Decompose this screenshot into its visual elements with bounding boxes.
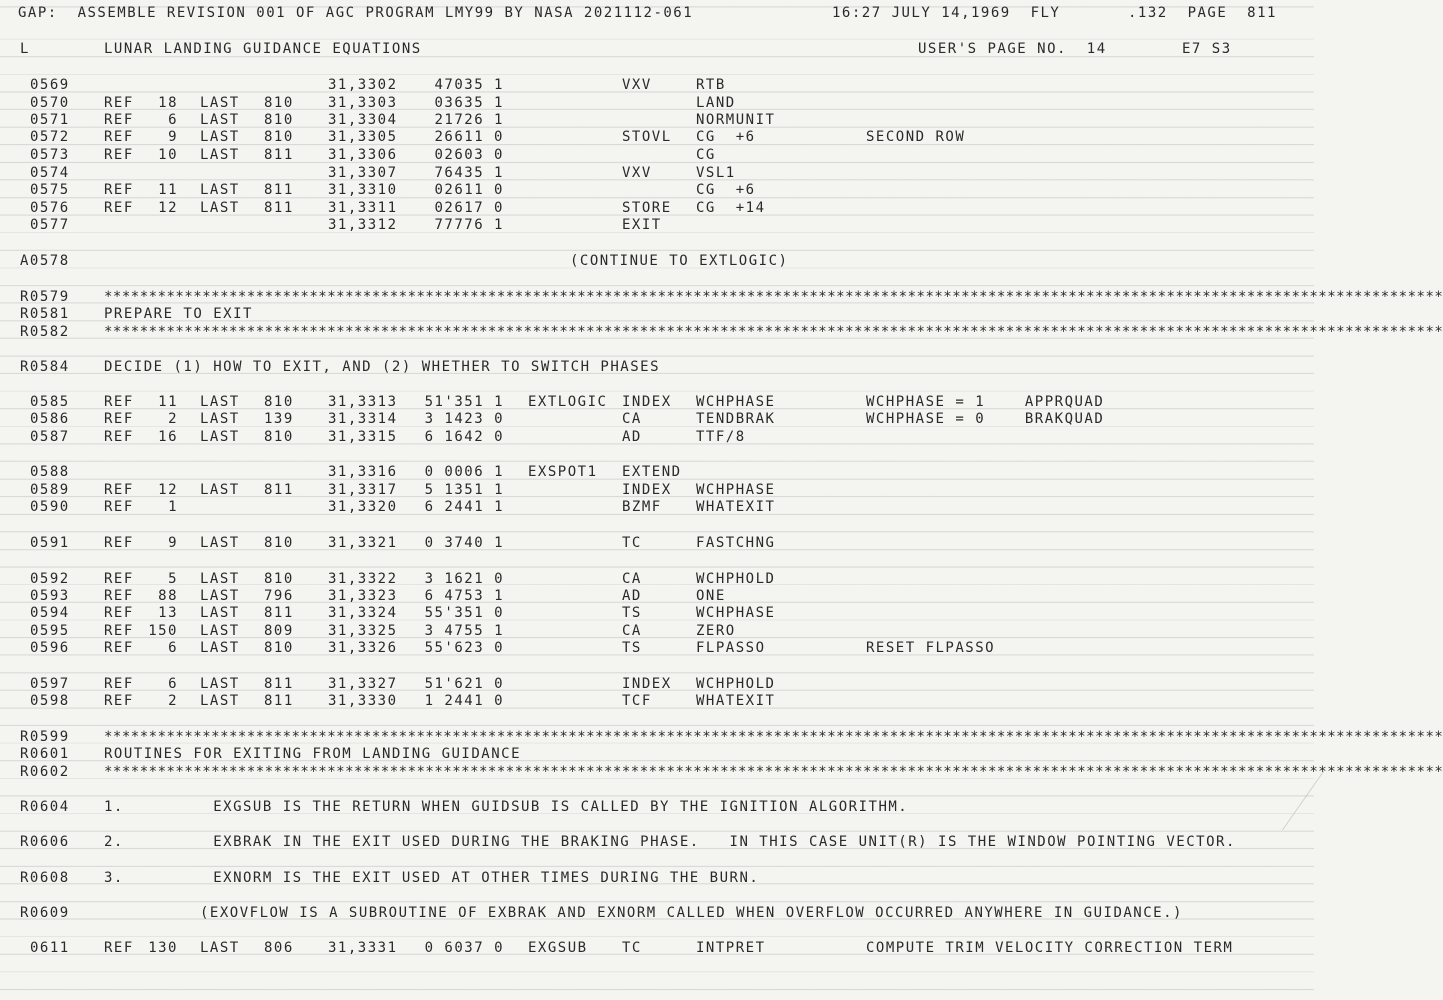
opcode: AD xyxy=(622,588,642,604)
last-page: 806 xyxy=(264,940,294,956)
ref-count: 9 xyxy=(168,129,178,145)
octal-word: 3 1423 0 xyxy=(424,411,504,427)
octal-word: 51'351 1 xyxy=(424,394,504,410)
octal-word: 47035 1 xyxy=(434,77,504,93)
octal-word: 0 0006 1 xyxy=(424,464,504,480)
line-number: 0588 xyxy=(30,464,70,480)
last-page: 811 xyxy=(264,693,294,709)
section-code: E7 S3 xyxy=(1182,41,1232,57)
opcode: EXIT xyxy=(622,217,662,233)
octal-word: 77776 1 xyxy=(434,217,504,233)
last-label: LAST xyxy=(200,588,240,604)
last-page: 810 xyxy=(264,112,294,128)
line-number: R0606 xyxy=(20,834,70,850)
line-number: 0569 xyxy=(30,77,70,93)
octal-word: 03635 1 xyxy=(434,95,504,111)
address: 31,3307 xyxy=(328,165,398,181)
octal-word: 51'621 0 xyxy=(424,676,504,692)
ref-label: REF xyxy=(104,571,134,587)
address: 31,3321 xyxy=(328,535,398,551)
remark-text: 2. EXBRAK IN THE EXIT USED DURING THE BRAKING PHASE. IN THIS CASE UNIT(R) IS THE WINDOW POINTING VECTOR. xyxy=(104,834,1236,850)
remark-text: 3. EXNORM IS THE EXIT USED AT OTHER TIMES DURING THE BURN. xyxy=(104,870,760,886)
ref-count: 9 xyxy=(168,535,178,551)
last-page: 811 xyxy=(264,200,294,216)
separator-line xyxy=(0,763,1443,781)
remark-text: (EXOVFLOW IS A SUBROUTINE OF EXBRAK AND EXNORM CALLED WHEN OVERFLOW OCCURRED ANYWHERE IN GUIDANCE.) xyxy=(200,905,1183,921)
octal-word: 1 2441 0 xyxy=(424,693,504,709)
line-number: 0572 xyxy=(30,129,70,145)
line-number: 0595 xyxy=(30,623,70,639)
line-number: R0601 xyxy=(20,746,70,762)
octal-word: 26611 0 xyxy=(434,129,504,145)
octal-word: 76435 1 xyxy=(434,165,504,181)
opcode: INDEX xyxy=(622,676,672,692)
operand: CG +6 xyxy=(696,182,756,198)
ref-count: 88 xyxy=(158,588,178,604)
opcode: INDEX xyxy=(622,394,672,410)
opcode: AD xyxy=(622,429,642,445)
operand: CG xyxy=(696,147,716,163)
last-page: 810 xyxy=(264,535,294,551)
ref-label: REF xyxy=(104,182,134,198)
line-number: 0593 xyxy=(30,588,70,604)
octal-word: 21726 1 xyxy=(434,112,504,128)
last-label: LAST xyxy=(200,95,240,111)
octal-word: 55'351 0 xyxy=(424,605,504,621)
separator-line xyxy=(0,288,1443,306)
last-label: LAST xyxy=(200,182,240,198)
ref-label: REF xyxy=(104,693,134,709)
last-label: LAST xyxy=(200,129,240,145)
asterisk-separator: ****************************************************************************************************************************************************** xyxy=(104,324,1443,340)
octal-word: 6 4753 1 xyxy=(424,588,504,604)
address: 31,3302 xyxy=(328,77,398,93)
listing-line xyxy=(0,939,1314,957)
opcode: VXV xyxy=(622,77,652,93)
remark-text: (CONTINUE TO EXTLOGIC) xyxy=(570,253,789,269)
line-number: 0585 xyxy=(30,394,70,410)
ref-count: 12 xyxy=(158,482,178,498)
operand: FASTCHNG xyxy=(696,535,776,551)
opcode: TC xyxy=(622,940,642,956)
ref-count: 6 xyxy=(168,112,178,128)
line-number: 0574 xyxy=(30,165,70,181)
listing-line xyxy=(0,94,1314,112)
opcode: CA xyxy=(622,571,642,587)
octal-word: 6 1642 0 xyxy=(424,429,504,445)
ref-label: REF xyxy=(104,499,134,515)
last-page: 809 xyxy=(264,623,294,639)
comment: RESET FLPASSO xyxy=(866,640,996,656)
octal-word: 3 1621 0 xyxy=(424,571,504,587)
line-number: 0573 xyxy=(30,147,70,163)
address: 31,3322 xyxy=(328,571,398,587)
address: 31,3310 xyxy=(328,182,398,198)
operand: WCHPHASE xyxy=(696,394,776,410)
operand: VSL1 xyxy=(696,165,736,181)
line-number: 0589 xyxy=(30,482,70,498)
code-label: EXTLOGIC xyxy=(528,394,608,410)
remark-text: ROUTINES FOR EXITING FROM LANDING GUIDANCE xyxy=(104,746,522,762)
listing-line xyxy=(0,587,1314,605)
opcode: VXV xyxy=(622,165,652,181)
listing-line xyxy=(0,534,1314,552)
last-page: 810 xyxy=(264,129,294,145)
section-title: LUNAR LANDING GUIDANCE EQUATIONS xyxy=(104,41,422,57)
listing-line xyxy=(0,410,1314,428)
ref-count: 11 xyxy=(158,394,178,410)
last-label: LAST xyxy=(200,693,240,709)
last-page: 810 xyxy=(264,394,294,410)
octal-word: 02603 0 xyxy=(434,147,504,163)
listing-line xyxy=(0,463,1314,481)
last-page: 810 xyxy=(264,429,294,445)
ref-count: 2 xyxy=(168,411,178,427)
ref-label: REF xyxy=(104,588,134,604)
address: 31,3317 xyxy=(328,482,398,498)
remark-line xyxy=(0,305,1314,323)
ref-label: REF xyxy=(104,623,134,639)
header-line xyxy=(0,4,1314,22)
line-number: 0571 xyxy=(30,112,70,128)
last-label: LAST xyxy=(200,535,240,551)
opcode: TS xyxy=(622,605,642,621)
operand: INTPRET xyxy=(696,940,766,956)
remark-line xyxy=(0,252,1314,270)
comment: WCHPHASE = 0 BRAKQUAD xyxy=(866,411,1105,427)
ref-label: REF xyxy=(104,429,134,445)
line-number: 0576 xyxy=(30,200,70,216)
line-number: R0581 xyxy=(20,306,70,322)
address: 31,3325 xyxy=(328,623,398,639)
ref-count: 13 xyxy=(158,605,178,621)
remark-line xyxy=(0,798,1314,816)
line-number: R0599 xyxy=(20,729,70,745)
line-number: 0586 xyxy=(30,411,70,427)
listing-line xyxy=(0,393,1314,411)
ref-count: 6 xyxy=(168,676,178,692)
ref-label: REF xyxy=(104,200,134,216)
ref-count: 150 xyxy=(148,623,178,639)
line-number: R0609 xyxy=(20,905,70,921)
section-mark: L xyxy=(20,41,30,57)
line-number: 0598 xyxy=(30,693,70,709)
operand: RTB xyxy=(696,77,726,93)
last-label: LAST xyxy=(200,200,240,216)
address: 31,3324 xyxy=(328,605,398,621)
line-number: 0596 xyxy=(30,640,70,656)
ref-count: 2 xyxy=(168,693,178,709)
code-label: EXSPOT1 xyxy=(528,464,598,480)
operand: ONE xyxy=(696,588,726,604)
opcode: EXTEND xyxy=(622,464,682,480)
line-number: R0608 xyxy=(20,870,70,886)
header-gap: GAP: ASSEMBLE REVISION 001 OF AGC PROGRAM LMY99 BY NASA 2021112-061 xyxy=(18,5,694,21)
line-number: R0604 xyxy=(20,799,70,815)
last-label: LAST xyxy=(200,676,240,692)
ref-label: REF xyxy=(104,112,134,128)
separator-line xyxy=(0,728,1443,746)
address: 31,3327 xyxy=(328,676,398,692)
operand: WHATEXIT xyxy=(696,693,776,709)
opcode: TCF xyxy=(622,693,652,709)
listing-line xyxy=(0,675,1314,693)
last-page: 139 xyxy=(264,411,294,427)
last-page: 810 xyxy=(264,571,294,587)
octal-word: 02611 0 xyxy=(434,182,504,198)
line-number: R0602 xyxy=(20,764,70,780)
remark-text: PREPARE TO EXIT xyxy=(104,306,253,322)
ref-count: 1 xyxy=(168,499,178,515)
operand: CG +14 xyxy=(696,200,766,216)
last-label: LAST xyxy=(200,605,240,621)
operand: TENDBRAK xyxy=(696,411,776,427)
header-page: .132 PAGE 811 xyxy=(1128,5,1277,21)
address: 31,3331 xyxy=(328,940,398,956)
address: 31,3312 xyxy=(328,217,398,233)
listing-line xyxy=(0,199,1314,217)
octal-word: 3 4755 1 xyxy=(424,623,504,639)
listing-line xyxy=(0,692,1314,710)
ref-count: 5 xyxy=(168,571,178,587)
address: 31,3316 xyxy=(328,464,398,480)
address: 31,3323 xyxy=(328,588,398,604)
line-number: 0590 xyxy=(30,499,70,515)
ref-label: REF xyxy=(104,411,134,427)
separator-line xyxy=(0,323,1443,341)
line-number: 0587 xyxy=(30,429,70,445)
last-page: 811 xyxy=(264,676,294,692)
ref-count: 16 xyxy=(158,429,178,445)
line-number: 0592 xyxy=(30,571,70,587)
octal-word: 55'623 0 xyxy=(424,640,504,656)
listing-line xyxy=(0,111,1314,129)
section-line xyxy=(0,40,1314,58)
operand: LAND xyxy=(696,95,736,111)
remark-text: DECIDE (1) HOW TO EXIT, AND (2) WHETHER TO SWITCH PHASES xyxy=(104,359,661,375)
opcode: TC xyxy=(622,535,642,551)
listing-line xyxy=(0,604,1314,622)
ref-count: 130 xyxy=(148,940,178,956)
ref-label: REF xyxy=(104,940,134,956)
address: 31,3311 xyxy=(328,200,398,216)
ref-label: REF xyxy=(104,605,134,621)
last-label: LAST xyxy=(200,147,240,163)
listing-line xyxy=(0,570,1314,588)
opcode: CA xyxy=(622,623,642,639)
comment: WCHPHASE = 1 APPRQUAD xyxy=(866,394,1105,410)
operand: ZERO xyxy=(696,623,736,639)
listing-line xyxy=(0,128,1314,146)
remark-line xyxy=(0,869,1314,887)
last-page: 796 xyxy=(264,588,294,604)
asterisk-separator: ****************************************************************************************************************************************************** xyxy=(104,289,1443,305)
listing-line xyxy=(0,164,1314,182)
listing-line xyxy=(0,622,1314,640)
address: 31,3303 xyxy=(328,95,398,111)
operand: WCHPHOLD xyxy=(696,676,776,692)
line-number: 0577 xyxy=(30,217,70,233)
ref-label: REF xyxy=(104,95,134,111)
line-number: R0584 xyxy=(20,359,70,375)
ref-label: REF xyxy=(104,129,134,145)
users-page: USER'S PAGE NO. 14 xyxy=(918,41,1107,57)
operand: CG +6 xyxy=(696,129,756,145)
last-page: 810 xyxy=(264,640,294,656)
line-number: 0594 xyxy=(30,605,70,621)
ref-label: REF xyxy=(104,640,134,656)
opcode: TS xyxy=(622,640,642,656)
opcode: STORE xyxy=(622,200,672,216)
comment: SECOND ROW xyxy=(866,129,966,145)
listing-line xyxy=(0,498,1314,516)
last-label: LAST xyxy=(200,394,240,410)
line-number: 0575 xyxy=(30,182,70,198)
line-number: 0597 xyxy=(30,676,70,692)
listing-line xyxy=(0,428,1314,446)
ref-label: REF xyxy=(104,147,134,163)
asterisk-separator: ****************************************************************************************************************************************************** xyxy=(104,729,1443,745)
operand: FLPASSO xyxy=(696,640,766,656)
address: 31,3314 xyxy=(328,411,398,427)
ref-count: 6 xyxy=(168,640,178,656)
octal-word: 02617 0 xyxy=(434,200,504,216)
listing-line xyxy=(0,481,1314,499)
last-page: 811 xyxy=(264,182,294,198)
ref-count: 12 xyxy=(158,200,178,216)
octal-word: 6 2441 1 xyxy=(424,499,504,515)
last-label: LAST xyxy=(200,429,240,445)
listing-line xyxy=(0,639,1314,657)
address: 31,3330 xyxy=(328,693,398,709)
listing-line xyxy=(0,181,1314,199)
address: 31,3326 xyxy=(328,640,398,656)
ref-label: REF xyxy=(104,394,134,410)
last-page: 811 xyxy=(264,605,294,621)
line-number: R0582 xyxy=(20,324,70,340)
address: 31,3313 xyxy=(328,394,398,410)
header-date: 16:27 JULY 14,1969 FLY xyxy=(832,5,1061,21)
operand: TTF/8 xyxy=(696,429,746,445)
operand: WCHPHASE xyxy=(696,482,776,498)
last-page: 810 xyxy=(264,95,294,111)
last-label: LAST xyxy=(200,940,240,956)
octal-word: 0 3740 1 xyxy=(424,535,504,551)
address: 31,3306 xyxy=(328,147,398,163)
last-label: LAST xyxy=(200,411,240,427)
line-number: 0570 xyxy=(30,95,70,111)
last-label: LAST xyxy=(200,112,240,128)
remark-text: 1. EXGSUB IS THE RETURN WHEN GUIDSUB IS CALLED BY THE IGNITION ALGORITHM. xyxy=(104,799,909,815)
listing-line xyxy=(0,76,1314,94)
last-label: LAST xyxy=(200,623,240,639)
line-number: A0578 xyxy=(20,253,70,269)
opcode: INDEX xyxy=(622,482,672,498)
last-label: LAST xyxy=(200,571,240,587)
last-page: 811 xyxy=(264,147,294,163)
ref-count: 18 xyxy=(158,95,178,111)
address: 31,3320 xyxy=(328,499,398,515)
ref-label: REF xyxy=(104,482,134,498)
address: 31,3304 xyxy=(328,112,398,128)
last-page: 811 xyxy=(264,482,294,498)
operand: WCHPHOLD xyxy=(696,571,776,587)
operand: WHATEXIT xyxy=(696,499,776,515)
last-label: LAST xyxy=(200,482,240,498)
remark-line xyxy=(0,904,1314,922)
address: 31,3315 xyxy=(328,429,398,445)
remark-line xyxy=(0,833,1314,851)
ref-label: REF xyxy=(104,535,134,551)
opcode: BZMF xyxy=(622,499,662,515)
listing-line xyxy=(0,216,1314,234)
opcode: STOVL xyxy=(622,129,672,145)
operand: NORMUNIT xyxy=(696,112,776,128)
comment: COMPUTE TRIM VELOCITY CORRECTION TERM xyxy=(866,940,1234,956)
line-number: R0579 xyxy=(20,289,70,305)
address: 31,3305 xyxy=(328,129,398,145)
remark-line xyxy=(0,745,1314,763)
remark-line xyxy=(0,358,1314,376)
line-number: 0591 xyxy=(30,535,70,551)
opcode: CA xyxy=(622,411,642,427)
last-label: LAST xyxy=(200,640,240,656)
operand: WCHPHASE xyxy=(696,605,776,621)
asterisk-separator: ****************************************************************************************************************************************************** xyxy=(104,764,1443,780)
octal-word: 5 1351 1 xyxy=(424,482,504,498)
line-number: 0611 xyxy=(30,940,70,956)
code-label: EXGSUB xyxy=(528,940,588,956)
ref-label: REF xyxy=(104,676,134,692)
listing-line xyxy=(0,146,1314,164)
ref-count: 11 xyxy=(158,182,178,198)
octal-word: 0 6037 0 xyxy=(424,940,504,956)
ref-count: 10 xyxy=(158,147,178,163)
